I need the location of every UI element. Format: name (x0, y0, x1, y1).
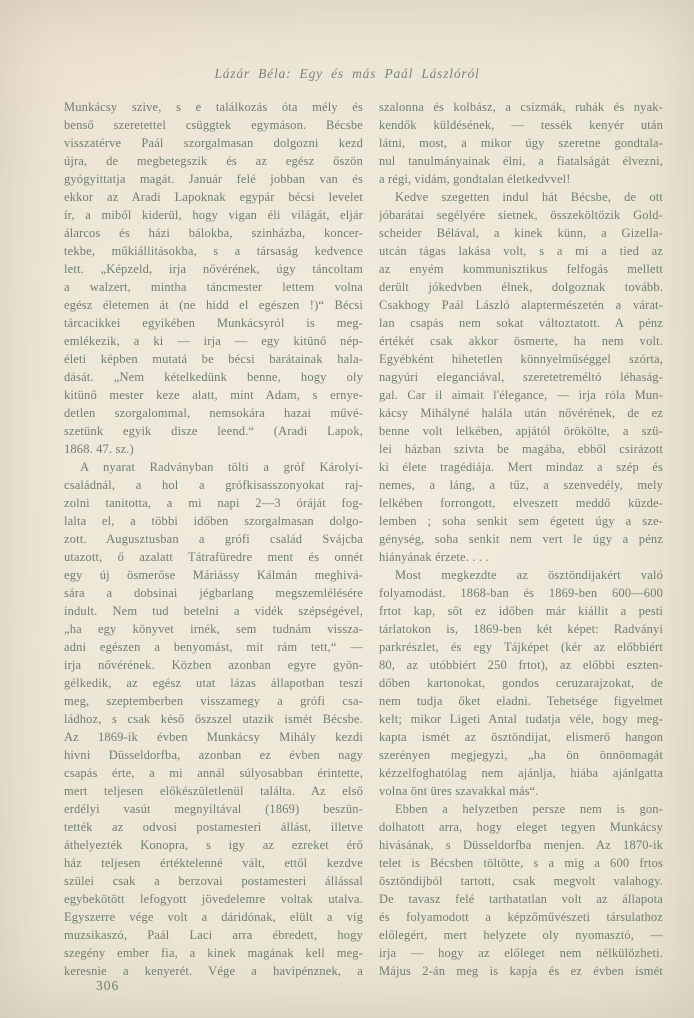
text-line: scheider Bélával, a kinek künn, a Gizella- (379, 226, 663, 240)
text-line: lan csapás nem sokat változtatott. A pénz (379, 316, 663, 330)
text-line: egybekötött lefogyott jövedelemre voltak utalva. (64, 892, 363, 906)
text-line: parkrészlet, és egy Tájképet (kér az előbbiért (379, 640, 663, 654)
text-line: egy új ösmerőse Máriássy Kálmán meghivá- (64, 568, 363, 582)
text-line: gal. Car il aimait l'élegance, — irja róla Mun- (379, 388, 663, 402)
page-number: 306 (96, 978, 120, 993)
running-header: Lázár Béla: Egy és más Paál Lászlóról (214, 66, 480, 81)
text-line: dőben kartonokat, gondos ceruzarajzokat, de (379, 676, 663, 690)
text-line: dolhatott arra, hogy eleget tegyen Munkácsy (379, 820, 663, 834)
text-line: nem tudja őket eladni. Tehetsége figyelmet (379, 694, 663, 708)
text-line: „ha egy könyvet irnék, sem tudnám vissza- (64, 622, 363, 636)
text-line: álarcos és házi bálokba, szinházba, koncer- (64, 226, 363, 240)
text-line: kendők küldésének, — tessék kenyér után (379, 118, 663, 132)
text-line: tárlatokon is, 1869-ben két képet: Radványi (379, 622, 663, 636)
text-line: folyamodást. 1868-ban és 1869-ben 600—600 (379, 586, 663, 600)
text-line: irja — hogy az előleget nem nélkülözheti. (379, 946, 663, 960)
text-line: a walzert, mintha táncmester lettem volna (64, 280, 363, 294)
text-line: lemben ; soha senkit sem égetett úgy a sze- (379, 514, 663, 528)
text-line: az enyém kommunisztikus felfogás mellett (379, 262, 663, 276)
text-line: adni egészen a benyomást, mit rám tett,“ — (64, 640, 363, 654)
text-line: tekbe, műkiállitásokba, s a társaság kedvence (64, 244, 363, 258)
text-line: Munkácsy szive, s e találkozás óta mély és (64, 100, 363, 114)
text-line: Ebben a helyzetben persze nem is gon- (395, 802, 663, 816)
text-line: Az 1869-ik évben Munkácsy Mihály kezdi (64, 730, 363, 744)
text-line: jóbarátai segélyére sietnek, összeköltözik Gold- (379, 208, 663, 222)
text-line: frtot kap, sőt ez időben már kiállit a pesti (379, 604, 663, 618)
paragraph (379, 98, 663, 188)
text-line: visszatérve Paál szorgalmasan dolgozni kezd (64, 136, 363, 150)
text-line: gyógyittatja magát. Január felé jobban van és (64, 172, 363, 186)
text-line: ösztöndijból tartott, csak megvolt valahogy. (379, 874, 663, 888)
text-line: lalta el, a többi időben szorgalmasan dolgo- (64, 514, 363, 528)
text-line: szegény ember fia, a kinek magának kell meg- (64, 946, 363, 960)
text-line: utazott, ő azalatt Tátrafüredre ment és onnét (64, 550, 363, 564)
text-line: irja nővérének. Közben azonban egyre gyön- (64, 658, 363, 672)
text-line: benső szeretettel csüggtek egymáson. Bécsbe (64, 118, 363, 132)
text-column-right (379, 98, 663, 980)
text-line: szerényen megjegyzi, „ha ön önnönmagát (379, 748, 663, 762)
text-line: detlen szorgalommal, nemsokára hazai művé- (64, 406, 363, 420)
text-line: kitünő mester keze alatt, mint Adam, s ernye- (64, 388, 363, 402)
text-line: 1868. 47. sz.) (64, 442, 134, 456)
text-line: hivásának, s Düsseldorfba menjen. Az 1870-ik (379, 838, 663, 852)
text-column-left (64, 98, 363, 980)
text-line: kelt; mikor Ligeti Antal tudatja véle, hogy meg- (379, 712, 663, 726)
text-line: telet is Bécsben töltötte, s a mig a 600 frtos (379, 856, 663, 870)
text-line: Május 2-án meg is kapja és ez évben ismét (379, 964, 663, 978)
text-line: Csakhogy Paál László alaptermészetén a várat- (379, 298, 663, 312)
paragraph (379, 566, 663, 800)
text-line: erdélyi vasút megnyiltával (1869) beszün- (64, 802, 363, 816)
text-line: látni, most, a mikor úgy szeretne gondtala- (379, 136, 663, 150)
text-line: 80, az utóbbiért 250 frtot), az előbbi eszten- (379, 658, 663, 672)
text-line: dását. „Nem kételkedünk benne, hogy oly (64, 370, 363, 384)
text-line: szalonna és kolbász, a csizmák, ruhák és nyak- (379, 100, 663, 114)
text-line: gélkedik, az egész utat lázas állapotban teszi (64, 676, 363, 690)
text-line: génység, soha senkit nem vert le úgy a pénz (379, 532, 663, 546)
paragraph (379, 188, 663, 566)
text-line: meg, szeptemberben visszamegy a grófi csa- (64, 694, 363, 708)
text-line: egész életemen át (ne hidd el egészen !)“ Bécsi (64, 298, 363, 312)
text-line: Kedve szegetten indul hát Bécsbe, de ott (395, 190, 663, 204)
text-line: derült jókedvben élnek, dolgoznak tovább. (379, 280, 663, 294)
text-line: A nyarat Radványban tölti a gróf Károlyi- (80, 460, 363, 474)
paragraph (379, 800, 663, 980)
text-line: keresnie a kenyerét. Vége a havipénznek, a (64, 964, 363, 978)
text-line: ír, a miből kiderül, hogy vigan éli világát, eljár (64, 208, 363, 222)
text-line: Egyébként hihetetlen könnyelműséggel szórta, (379, 352, 663, 366)
text-line: De tavasz felé tarthatatlan volt az állapota (379, 892, 663, 906)
text-line: lelkében forrongott, elveszett meddő küzde- (379, 496, 663, 510)
text-line: nagyúri eleganciával, szeretetreméltó léhaság- (379, 370, 663, 384)
text-line: életi képben mutatá be bécsi barátainak hala- (64, 352, 363, 366)
text-line: zolni tanitotta, a mi napi 2—3 óráját fog- (64, 496, 363, 510)
text-line: előlegért, mert helyzete oly nyomasztó, — (379, 928, 663, 942)
text-line: értékét csak akkor ösmerte, ha nem volt. (379, 334, 663, 348)
text-line: mert teljesen előkészületlenül találta. Az első (64, 784, 363, 798)
text-line: utcán tágas lakása volt, s a mi a tied az (379, 244, 663, 258)
text-line: családnál, a hol a grófkisasszonyokat raj- (64, 478, 363, 492)
text-line: hivni Düsseldorfba, azonban ez évben nagy (64, 748, 363, 762)
text-line: csapás érte, a mi annál súlyosabban érintette, (64, 766, 363, 780)
text-line: nemes, a láng, a tűz, a szenvedély, mely (379, 478, 663, 492)
text-line: a régi, vidám, gondtalan életkedvvel! (379, 172, 571, 186)
text-line: tették az odvosi postamesteri állást, illetve (64, 820, 363, 834)
text-line: nul tanulmányainak élni, a fiatalságát élvezni, (379, 154, 663, 168)
text-line: áthelyezték Konopra, s igy az ezreket érő (64, 838, 363, 852)
text-line: ekkor az Aradi Lapoknak egypár bécsi levelet (64, 190, 363, 204)
text-line: lett. „Képzeld, irja nővérének, úgy táncoltam (64, 262, 363, 276)
text-line: kapta ismét az ösztöndijat, elismerő hangon (379, 730, 663, 744)
text-line: ház teljesen értéktelenné vált, ettől kezdve (64, 856, 363, 870)
paragraph (64, 458, 363, 980)
text-line: volna önt üres szavakkal más“. (379, 784, 539, 798)
paragraph (64, 98, 363, 458)
text-line: lei házban szivta be magába, ebből csirázott (379, 442, 663, 456)
text-line: benne volt lelkében, apjától örökölte, a szü- (379, 424, 663, 438)
text-line: és folyamodott a képzőművészeti társulathoz (379, 910, 663, 924)
text-line: zott. Augusztusban a grófi család Svájcba (64, 532, 363, 546)
text-line: sára a dobsinai jégbarlang megszemlélésére (64, 586, 363, 600)
text-line: muzsikaszó, Paál Laci arra ébredett, hogy (64, 928, 363, 942)
text-line: hiányának érzete. . . . (379, 550, 489, 564)
text-line: Egyszerre vége volt a dáridónak, elült a víg (64, 910, 363, 924)
text-line: Most megkezdte az ösztöndijakért való (395, 568, 663, 582)
text-line: emlékezik, a ki — irja — egy kitünő nép- (64, 334, 363, 348)
text-line: ládhoz, s csak késő őszszel utazik ismét Bécsbe. (64, 712, 363, 726)
text-line: szetünk egyik disze leend.“ (Aradi Lapok, (64, 424, 363, 438)
text-line: ki élete tragédiája. Mert mindaz a szép és (379, 460, 663, 474)
text-line: újra, de megbetegszik és az egész őszön (64, 154, 363, 168)
text-line: kézzelfoghatólag nem ajánlja, hiába ajánlgatta (379, 766, 663, 780)
text-line: szülei csak a berzovai postamesteri állással (64, 874, 363, 888)
text-line: tárcacikkei egyikében Munkácsyról is meg- (64, 316, 363, 330)
text-line: indult. Nem tud betelni a vidék szépségével, (64, 604, 363, 618)
text-line: kácsy Mihályné halála után nővérének, de ez (379, 406, 663, 420)
